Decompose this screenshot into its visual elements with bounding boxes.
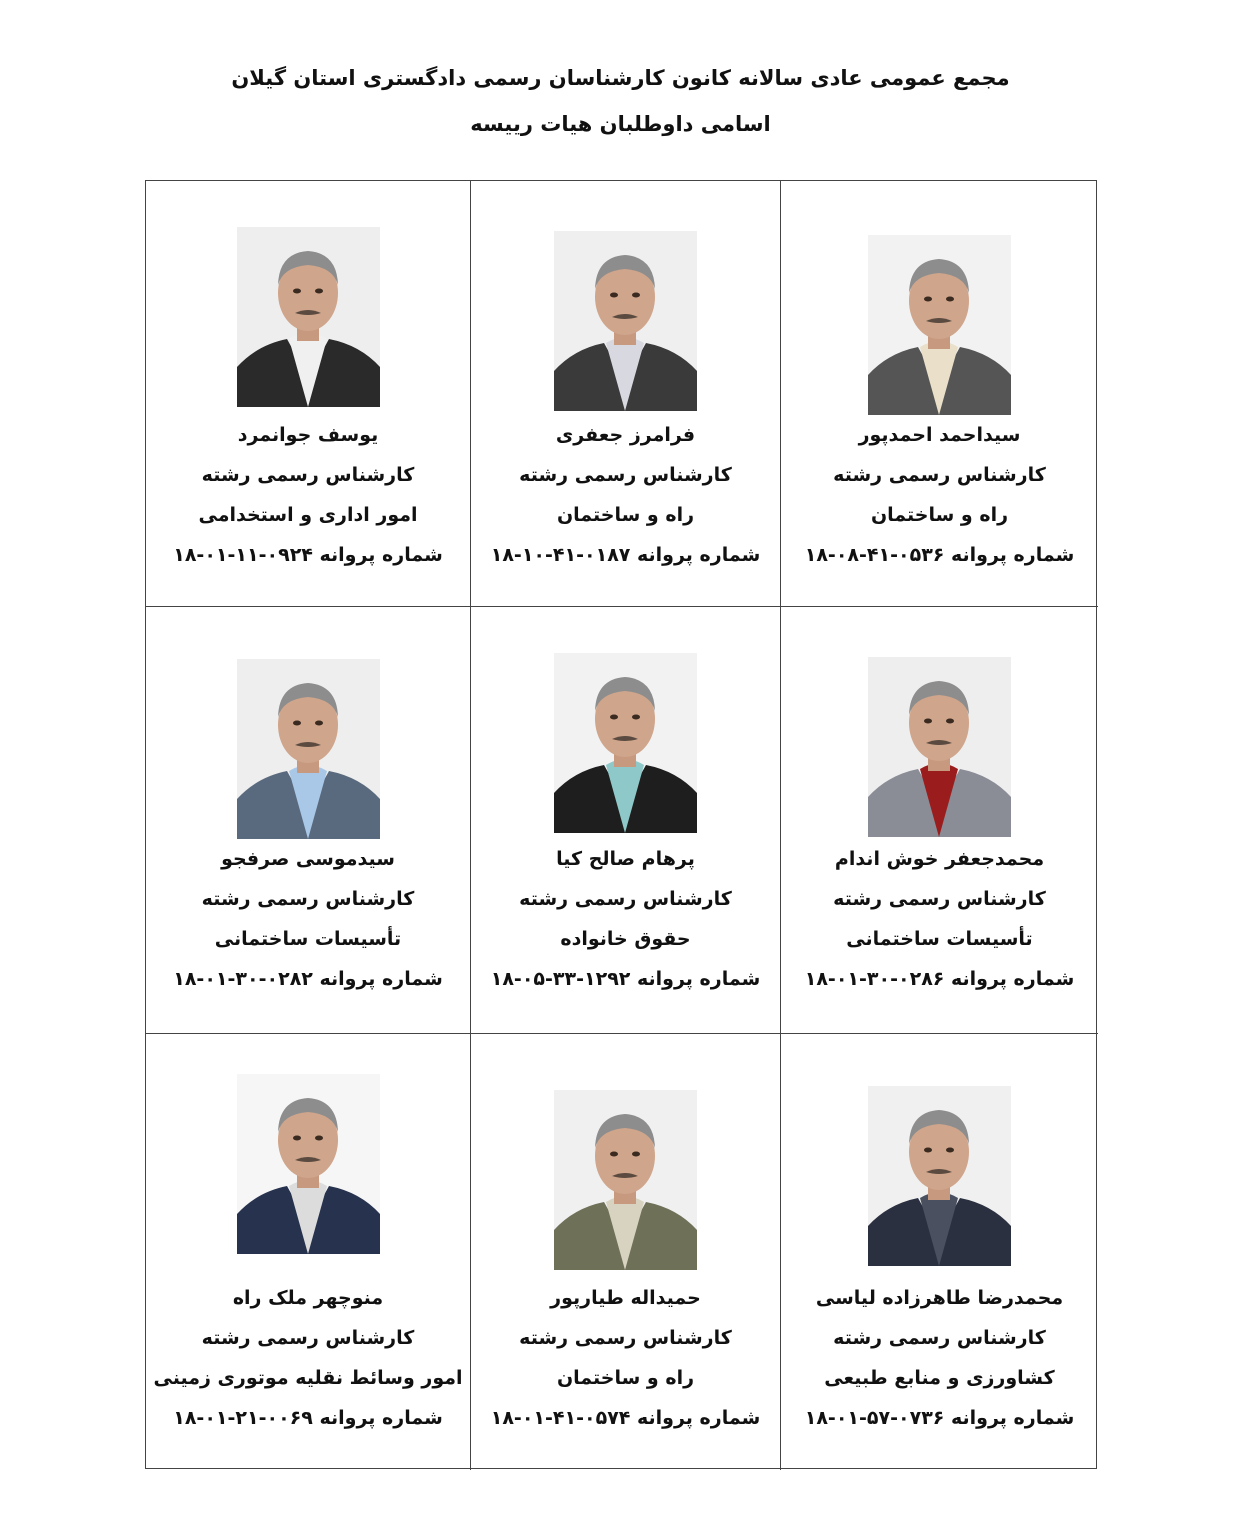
candidate-title: کارشناس رسمی رشته xyxy=(833,1327,1046,1349)
candidate-field: حقوق خانواده xyxy=(560,928,691,950)
candidate-card xyxy=(146,607,471,1034)
candidate-field: کشاورزی و منابع طبیعی xyxy=(824,1367,1055,1389)
candidate-license: شماره پروانه ۰۷۳۶-۵۷-۰۱-۱۸ xyxy=(804,1407,1075,1429)
candidate-field: تأسیسات ساختمانی xyxy=(846,928,1033,950)
candidate-field: تأسیسات ساختمانی xyxy=(214,928,402,950)
candidate-license: شماره پروانه ۰۲۸۲-۳۰-۰۱-۱۸ xyxy=(173,968,443,990)
candidate-title: کارشناس رسمی رشته xyxy=(201,464,415,486)
candidate-license: شماره پروانه ۰۹۲۴-۱۱-۰۱-۱۸ xyxy=(173,544,443,566)
candidate-name: حمیداله طیارپور xyxy=(550,1287,701,1309)
candidate-card xyxy=(781,181,1098,607)
candidate-title: کارشناس رسمی رشته xyxy=(201,1327,415,1349)
candidate-photo xyxy=(554,653,697,833)
candidate-card xyxy=(471,181,781,607)
candidate-photo xyxy=(554,231,697,411)
candidate-card xyxy=(146,1034,471,1470)
candidate-field: امور وسائط نقلیه موتوری زمینی xyxy=(153,1367,463,1389)
candidate-photo xyxy=(868,1086,1011,1266)
candidate-field: راه و ساختمان xyxy=(870,504,1009,526)
candidate-name: سیدموسی صرفجو xyxy=(221,848,395,870)
candidate-license: شماره پروانه ۰۵۷۴-۴۱-۰۱-۱۸ xyxy=(490,1407,761,1429)
candidates-subtitle: اسامی داوطلبان هیات رییسه xyxy=(470,112,771,136)
candidate-license: شماره پروانه ۰۱۸۷-۴۱-۱۰-۱۸ xyxy=(490,544,761,566)
candidate-photo xyxy=(237,659,380,839)
candidate-name: پرهام صالح کیا xyxy=(556,848,695,870)
candidate-name: فرامرز جعفری xyxy=(555,424,696,446)
candidate-license: شماره پروانه ۰۲۸۶-۳۰-۰۱-۱۸ xyxy=(804,968,1075,990)
candidate-title: کارشناس رسمی رشته xyxy=(833,464,1046,486)
candidate-photo xyxy=(868,657,1011,837)
candidate-photo xyxy=(237,1074,380,1254)
candidate-field: امور اداری و استخدامی xyxy=(198,504,418,526)
candidate-name: محمدرضا طاهرزاده لیاسی xyxy=(815,1287,1064,1309)
candidate-card xyxy=(471,607,781,1034)
candidate-card xyxy=(781,1034,1098,1470)
page-header xyxy=(0,58,1241,144)
candidate-title: کارشناس رسمی رشته xyxy=(833,888,1046,910)
candidate-name: یوسف جوانمرد xyxy=(237,424,379,446)
assembly-title: مجمع عمومی عادی سالانه کانون کارشناسان رسمی دادگستری استان گیلان xyxy=(231,66,1010,90)
candidates-grid xyxy=(145,180,1097,1469)
candidate-title: کارشناس رسمی رشته xyxy=(519,888,732,910)
candidate-title: کارشناس رسمی رشته xyxy=(519,1327,732,1349)
candidate-title: کارشناس رسمی رشته xyxy=(519,464,732,486)
candidate-photo xyxy=(554,1090,697,1270)
candidate-field: راه و ساختمان xyxy=(556,504,695,526)
candidate-photo xyxy=(868,235,1011,415)
candidate-card xyxy=(471,1034,781,1470)
candidate-name: منوچهر ملک راه xyxy=(232,1287,384,1309)
candidate-card xyxy=(146,181,471,607)
candidate-license: شماره پروانه ۰۰۶۹-۲۱-۰۱-۱۸ xyxy=(173,1407,443,1429)
candidate-name: محمدجعفر خوش اندام xyxy=(834,848,1045,870)
candidate-card xyxy=(781,607,1098,1034)
candidate-title: کارشناس رسمی رشته xyxy=(201,888,415,910)
candidate-photo xyxy=(237,227,380,407)
candidate-license: شماره پروانه ۱۲۹۲-۳۳-۰۵-۱۸ xyxy=(490,968,761,990)
candidate-license: شماره پروانه ۰۵۳۶-۴۱-۰۸-۱۸ xyxy=(804,544,1075,566)
candidate-name: سیداحمد احمدپور xyxy=(858,424,1021,446)
candidate-field: راه و ساختمان xyxy=(556,1367,695,1389)
